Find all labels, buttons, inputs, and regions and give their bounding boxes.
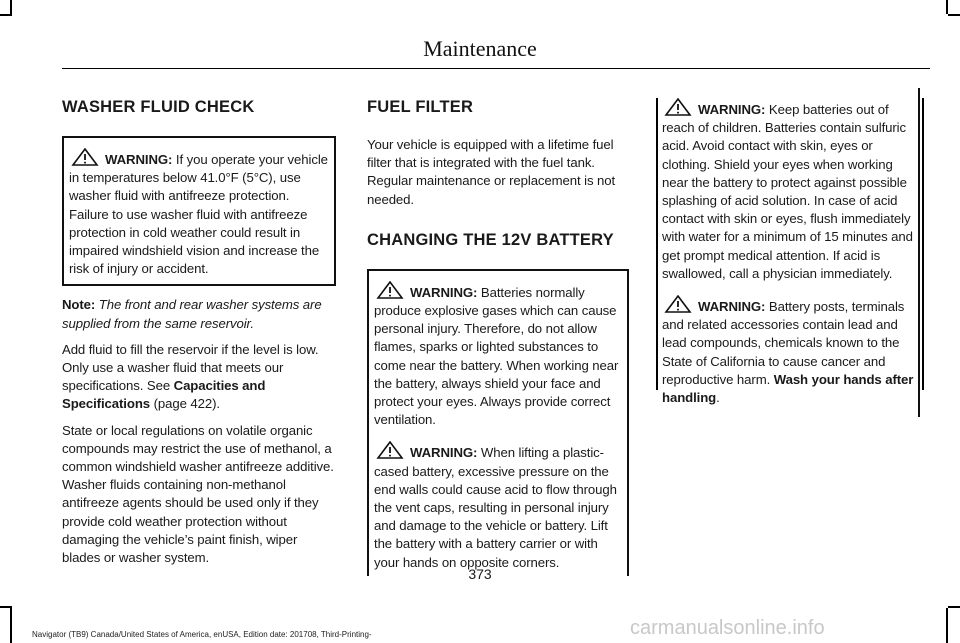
crop-mark <box>0 606 12 608</box>
page-header-title: Maintenance <box>423 36 537 61</box>
warning-label: WARNING: <box>105 152 173 167</box>
body-paragraph: State or local regulations on volatile organic compounds may restrict the use of methanol, a common windshield washer antifreeze additive. Washer fluids containing non-methanol antifreeze agents should be used only if they provide cold weather protection without damaging the vehicle’s paint finish, wiper blades or washer system. <box>62 422 334 566</box>
section-heading-fuel-filter: FUEL FILTER <box>367 98 474 116</box>
page-number: 373 <box>468 566 492 582</box>
column-3 <box>662 88 920 427</box>
warning-label: WARNING: <box>698 102 766 117</box>
warning-block <box>69 148 329 278</box>
warning-block <box>662 295 916 407</box>
warning-text: Keep batteries out of reach of children. Batteries contain sulfuric acid. Avoid contact with skin, eyes or clothing. Shield your eyes when working near the battery to protect against possible splashing of acid solution. In case of acid contact with skin or eyes, flush immediately with water for a minimum of 15 minutes and get prompt medical attention. If acid is swallowed, call a physician immediately. <box>662 102 913 281</box>
crop-mark <box>948 606 960 608</box>
warning-block <box>374 441 622 571</box>
note-text: The front and rear washer systems are supplied from the same reservoir. <box>62 297 322 331</box>
warning-text: Batteries normally produce explosive gases which can cause personal injury. Therefore, do not allow flames, sparks or lighted substances to come near the battery. When working near the battery, always shield your face and protect your eyes. Always provide correct ventilation. <box>374 284 619 428</box>
warning-box <box>62 136 336 286</box>
note-paragraph <box>62 296 336 332</box>
warning-box <box>662 88 920 417</box>
warning-label: WARNING: <box>698 299 766 315</box>
warning-block <box>374 281 622 430</box>
watermark: carmanualsonline.info <box>630 617 825 639</box>
warning-triangle-icon <box>662 295 698 313</box>
column-3-rule-right <box>922 98 924 390</box>
section-heading-changing-battery: CHANGING THE 12V BATTERY <box>367 230 614 249</box>
warning-box <box>367 269 629 576</box>
warning-triangle-icon <box>662 98 698 116</box>
warning-triangle-icon <box>374 281 410 299</box>
crop-mark <box>10 0 12 14</box>
crop-mark <box>946 608 948 643</box>
warning-text: Battery posts, terminals and related accessories contain lead and lead compounds, chemicals known to the State of California to cause cancer and reproductive harm. <box>662 299 905 387</box>
crop-mark <box>948 14 960 16</box>
body-paragraph <box>62 341 336 414</box>
crop-mark <box>10 608 12 643</box>
edition-footer: Navigator (TB9) Canada/United States of America, enUSA, Edition date: 201708, Third-Printing- <box>32 630 372 639</box>
warning-text: When lifting a plastic-cased battery, excessive pressure on the end walls could cause acid to flow through the vent caps, resulting in personal injury and damage to the vehicle or battery. Lift the battery with a battery carrier or with your hands on opposite corners. <box>374 445 617 570</box>
warning-emphasis: Wash your hands after handling <box>662 371 914 406</box>
page-reference: (page 422). <box>153 396 220 412</box>
warning-text-end: . <box>716 390 720 406</box>
warning-text: If you operate your vehicle in temperatures below 41.0°F (5°C), use washer fluid with antifreeze protection. Failure to use washer fluid with antifreeze protection in cold weather could result in impaired windshield vision and increase the risk of injury or accident. <box>69 152 328 277</box>
note-label: Note: <box>62 297 96 313</box>
warning-label: WARNING: <box>410 284 478 300</box>
warning-triangle-icon <box>69 148 105 166</box>
warning-label: WARNING: <box>410 445 478 461</box>
column-3-rule <box>656 98 658 390</box>
column-1 <box>62 96 336 575</box>
crop-mark <box>946 0 948 14</box>
warning-triangle-icon <box>374 441 410 459</box>
body-text: Add fluid to fill the reservoir if the level is low. Only use a washer fluid that meets our specifications. See <box>62 341 319 394</box>
crop-mark <box>0 14 12 16</box>
body-paragraph: Your vehicle is equipped with a lifetime fuel filter that is integrated with the fuel tank. Regular maintenance or replacement is not needed. <box>367 137 616 207</box>
header-rule <box>62 68 930 69</box>
cross-reference-link[interactable]: Capacities and Specifications <box>62 378 266 412</box>
column-2 <box>367 96 629 586</box>
warning-block <box>662 98 916 283</box>
section-heading-washer-fluid: WASHER FLUID CHECK <box>62 98 255 116</box>
